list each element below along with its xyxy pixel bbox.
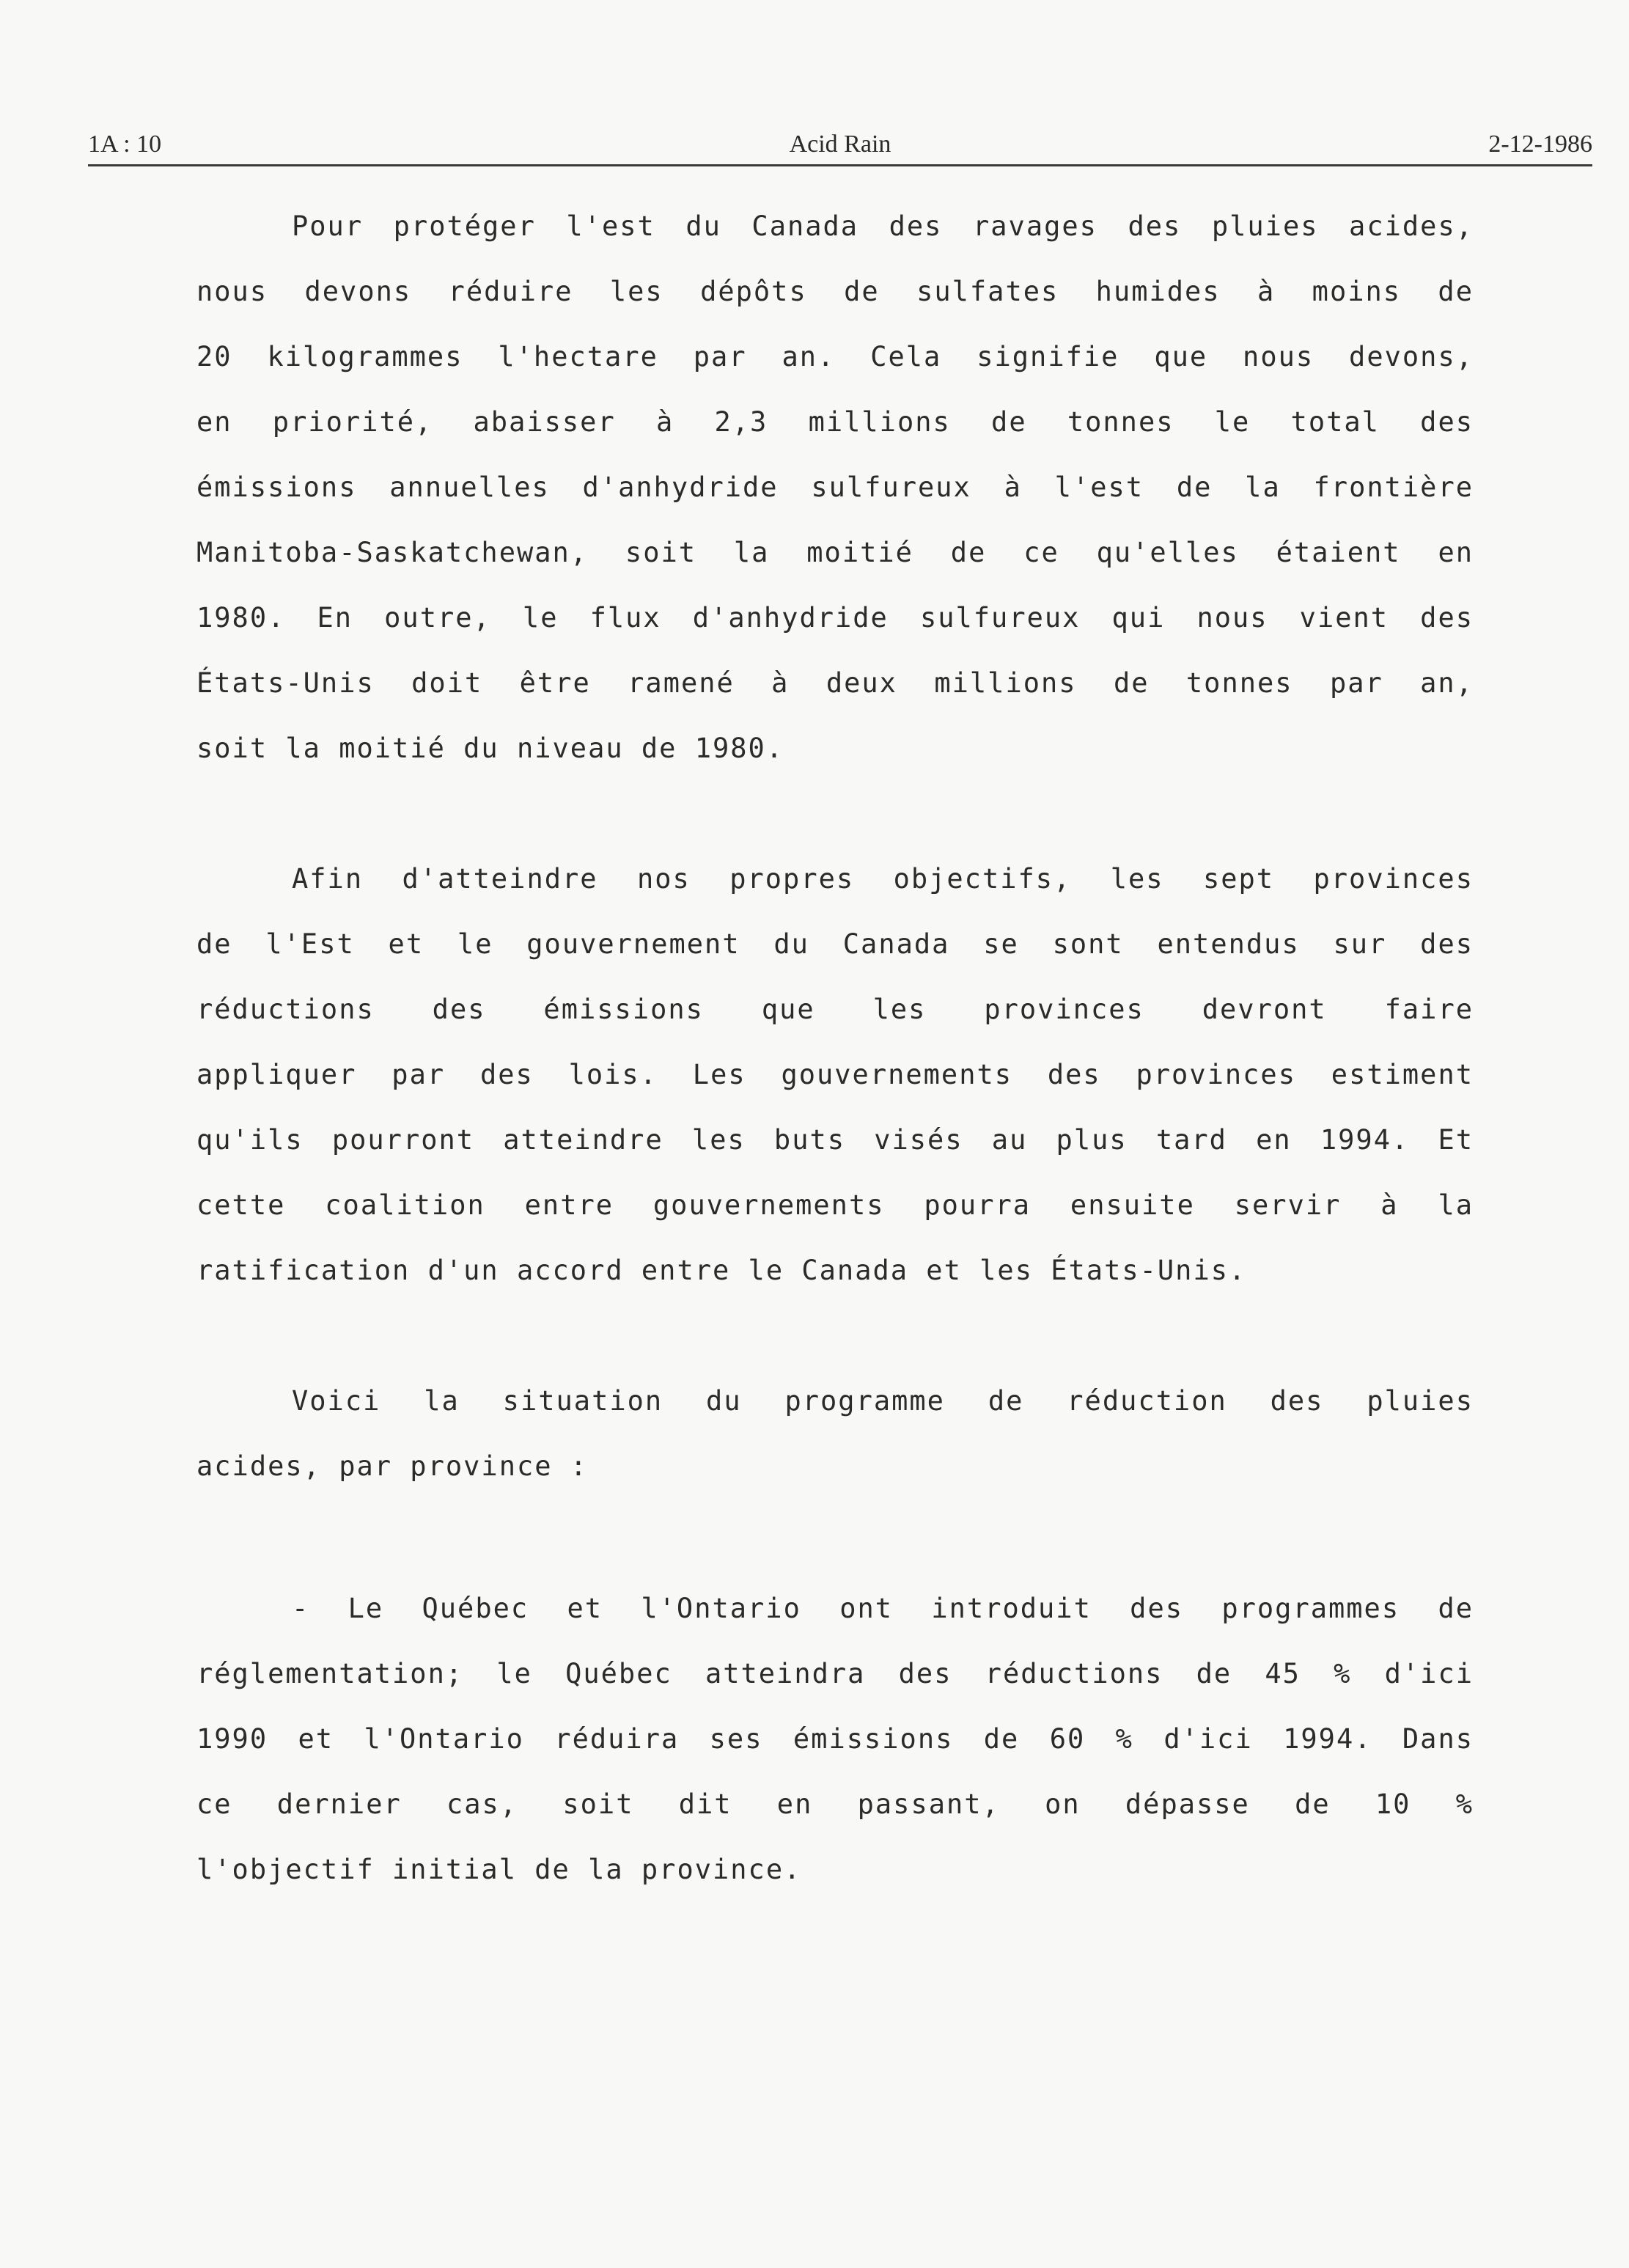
text-line: 20 kilogrammes l'hectare par an. Cela signifie que nous devons, <box>196 341 1474 373</box>
text-line: cette coalition entre gouvernements pourra ensuite servir à la <box>196 1189 1474 1221</box>
text-line: Pour protéger l'est du Canada des ravages des pluies acides, <box>292 210 1474 242</box>
document-date: 2-12-1986 <box>1488 131 1592 158</box>
text-line: l'objectif initial de la province. <box>196 1854 802 1885</box>
paragraph-1 <box>196 201 1474 788</box>
text-line: ratification d'un accord entre le Canada et les États-Unis. <box>196 1255 1247 1286</box>
body-text <box>196 201 1474 1909</box>
paragraph-gap <box>196 1310 1474 1376</box>
text-line: nous devons réduire les dépôts de sulfates humides à moins de <box>196 276 1474 307</box>
text-line: réglementation; le Québec atteindra des réductions de 45 % d'ici <box>196 1658 1474 1689</box>
text-line: Voici la situation du programme de réduction des pluies <box>292 1385 1474 1417</box>
paragraph-3 <box>196 1376 1474 1506</box>
text-line: ce dernier cas, soit dit en passant, on dépasse de 10 % <box>196 1788 1474 1820</box>
page-number: 1A : 10 <box>88 131 162 158</box>
text-line: 1990 et l'Ontario réduira ses émissions de 60 % d'ici 1994. Dans <box>196 1723 1474 1755</box>
text-line: Afin d'atteindre nos propres objectifs, les sept provinces <box>292 863 1474 895</box>
text-line: soit la moitié du niveau de 1980. <box>196 733 784 764</box>
text-line: émissions annuelles d'anhydride sulfureux à l'est de la frontière <box>196 471 1474 503</box>
text-line: en priorité, abaisser à 2,3 millions de tonnes le total des <box>196 406 1474 438</box>
text-line: - Le Québec et l'Ontario ont introduit des programmes de <box>292 1593 1474 1624</box>
paragraph-2 <box>196 854 1474 1310</box>
running-header <box>88 125 1592 169</box>
paragraph-gap <box>196 788 1474 854</box>
text-line: Manitoba-Saskatchewan, soit la moitié de ce qu'elles étaient en <box>196 537 1474 568</box>
text-line: qu'ils pourront atteindre les buts visés au plus tard en 1994. Et <box>196 1124 1474 1156</box>
text-line: États-Unis doit être ramené à deux millions de tonnes par an, <box>196 667 1474 699</box>
text-line: réductions des émissions que les provinces devront faire <box>196 994 1474 1025</box>
text-line: de l'Est et le gouvernement du Canada se sont entendus sur des <box>196 928 1474 960</box>
text-line: appliquer par des lois. Les gouvernements des provinces estiment <box>196 1059 1474 1090</box>
paragraph-gap <box>196 1506 1474 1583</box>
document-title: Acid Rain <box>789 131 891 158</box>
paragraph-4 <box>196 1583 1474 1909</box>
text-line: acides, par province : <box>196 1450 589 1482</box>
header-rule <box>88 164 1592 166</box>
text-line: 1980. En outre, le flux d'anhydride sulfureux qui nous vient des <box>196 602 1474 634</box>
